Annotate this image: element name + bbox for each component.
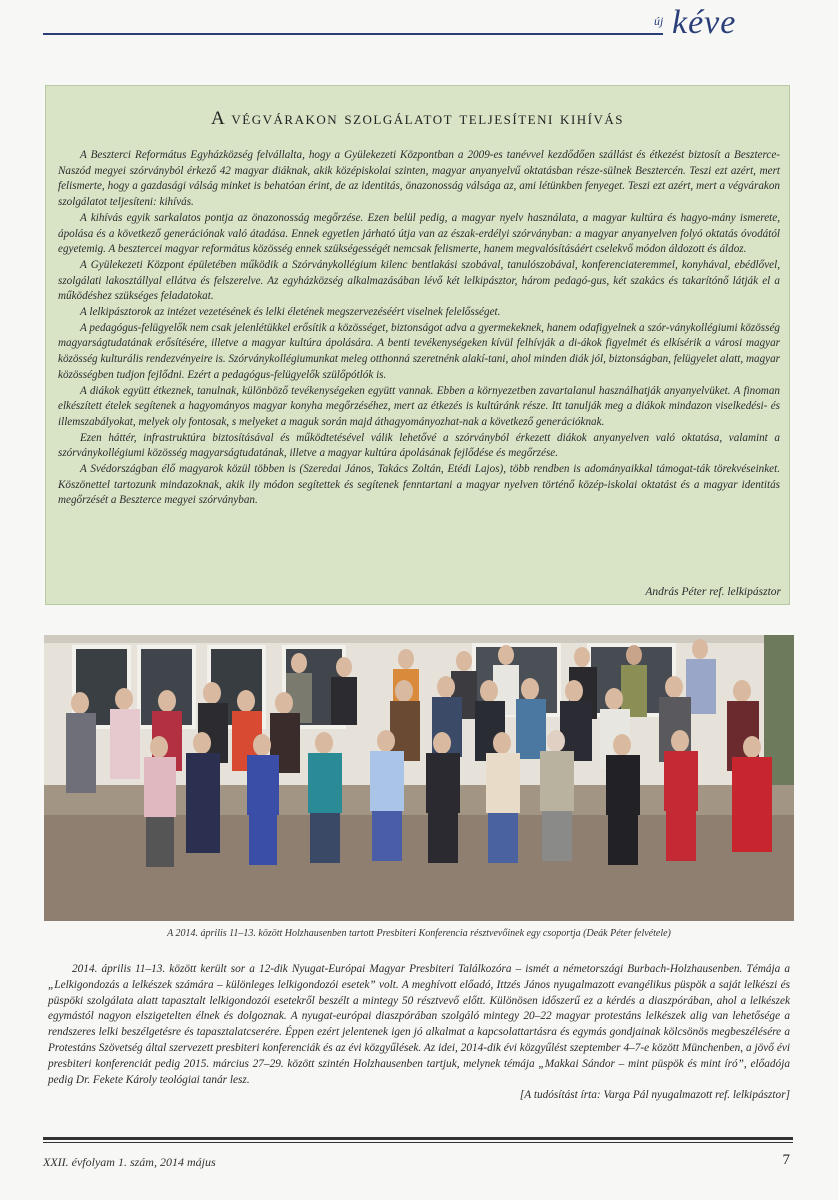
- article-paragraph: A Svédországban élő magyarok közül többen is (Szeredai János, Takács Zoltán, Etédi Lajos), több rendben is adományaikkal támogat-ták törekvéseinket. Köszönettel tartozunk mindazoknak, akik ily módon segítettek és segítenek fenntartani a magyar nyelven történő közép-iskolai oktatást és a magyar identitás megőrzését a Beszterce megyei szórványban.: [58, 463, 780, 507]
- article-paragraph: Ezen háttér, infrastruktúra biztosításával és működtetésével válik lehetővé a szórványból érkezett diákok anyanyelven való oktatása, valamint a szórványkollégiumi közösség magyarságtudatának, illetve a magyar kultúra ápolásának fejlődése és megőrzése.: [58, 431, 780, 460]
- article-title: A végvárakon szolgálatot teljesíteni kihívás: [210, 108, 624, 129]
- footer-rule-thin: [43, 1142, 793, 1143]
- report-text: 2014. április 11–13. között került sor a 12-dik Nyugat-Európai Magyar Presbiteri Találkozóra – ismét a németországi Burbach-Holzhausenben. Témája a „Lelkigondozás a lelkészek számára – különleges lelkigondozói esetek” volt. A meghívott előadó, Ittzés János nyugalmazott evangélikus püspök a saját lelkészi és püspöki szolgálata alatt tapasztalt lelkigondozói esetekről beszélt a mintegy 50 résztvevő előtt. Különösen időszerű ez a kérdés a diaszpórában, ahol a lelkészek egymástól nagyon elszigetelten élnek és dolgoznak. A nyugat-európai diaszpórában szolgáló mintegy 20–22 magyar protestáns lelkészek alig van lehetősége a rendszeres lelki beszélgetésre és tapasztalatcserére. Éppen ezért jelentenek igen jó alkalmat a kapcsolattartásra és egymás gondjainak kölcsönös megbeszélésére a Protestáns Szövetség által szervezett presbiteri konferenciák és az évi közgyűlések. Az idei, 2014-dik évi közgyűlést szeptember 4–7-e között Münchenben, a jövő évi presbiteri konferenciát pedig 2015. március 27–29. között szintén Holzhausenben tartjuk, melynek témája „Makkai Sándor – mint püspök és mint író”, előadója pedig Dr. Fekete Károly teológiai tanár lesz.: [48, 963, 790, 1086]
- article-paragraph: A kihívás egyik sarkalatos pontja az önazonosság megőrzése. Ezen belül pedig, a magyar nyelv használata, a magyar kultúra és hagyo-mány ismerete, ápolása és a következő generációnak való átadása. Ennek egyetlen járható útja van az észak-erdélyi szórványban: a magyar anyanyelven folyó oktatás óvodától egyetemig. A besztercei magyar református közösség ennek szükségességét nemcsak felismerte, hanem megvalósításáért cselekvő módon áldozott és áldoz.: [58, 211, 780, 256]
- issue-info: XXII. évfolyam 1. szám, 2014 május: [43, 1155, 216, 1169]
- article-paragraph: A lelkipásztorok az intézet vezetésének és lelki életének megszervezéséért viselnek felelősséget.: [80, 306, 501, 319]
- group-photo: [44, 635, 794, 921]
- article-body: [58, 148, 780, 509]
- article-paragraph: A Gyülekezeti Központ épületében működik a Szórványkollégium kilenc bentlakási szobával, tanulószobával, konferenciateremmel, konyhával, ebédlővel, szolgálati lakosztállyal ellátva és felszerelve. Az egyházközség alkalmazásában lévő két lelkipásztor, három pedagó-gus, két szakács és takarítónő látják el a működéshez szükséges feladatokat.: [58, 258, 780, 303]
- group-photo-illustration: [44, 635, 794, 921]
- magazine-logo: [652, 4, 802, 48]
- footer-rule: [43, 1137, 793, 1140]
- page-number: 7: [782, 1152, 790, 1168]
- logo-name: kéve: [672, 4, 737, 41]
- article-paragraph: A pedagógus-felügyelők nem csak jelenlétükkel erősítik a közösséget, biztonságot adva a gyermekeknek, hanem odafigyelnek a szór-ványkollégiumi közösség magyarságtudatának erősítésére, illetve a magyar kultúra ápolására. A benti tevékenységeken kívül felhívják a di-ákok figyelmét és elkísérik a városi magyar közösség kulturális rendezvényeire is. Szórványkollégiumunkat meleg otthonná szeretnénk alakí-tani, ahol minden diák jól, biztonságban, felügyelet alatt, magyar közösségben tudjon fejlődni. Ezért a pedagógus-felügyelők szülőpótlók is.: [58, 321, 780, 381]
- article-box: [45, 85, 790, 605]
- article-signature: András Péter ref. lelkipásztor: [645, 586, 781, 598]
- photo-caption: A 2014. április 11–13. között Holzhausenben tartott Presbiteri Konferencia résztvevőinek egy csoportja (Deák Péter felvétele): [167, 928, 671, 939]
- header-rule: [43, 33, 663, 35]
- article-paragraph: A diákok együtt étkeznek, tanulnak, különböző tevékenységeken együtt vannak. Ebben a környezetben zavartalanul használhatják anyanyelvüket. A finoman elkészített ételek segítenek a hagyományos magyar konyha megőrzéséhez, mert az étkezés is kultúránk része. Itt tanulják meg a diákok mindazon viselkedési- és illemszabályokat, melyek oly fontosak, s melyeket a maguk során majd áthagyományozhat-nak a következő generációknak.: [58, 384, 780, 428]
- logo-prefix: új: [654, 14, 664, 28]
- conference-report: [48, 962, 790, 1104]
- report-signature: [A tudósítást írta: Varga Pál nyugalmazott ref. lelkipásztor]: [519, 1089, 790, 1102]
- article-paragraph: A Beszterci Református Egyházközség felvállalta, hogy a Gyülekezeti Központban a 2009-es tanévvel kezdődően szállást és étkezést biztosít a Beszterce-Naszód megyei szórványból érkező 42 magyar diáknak, akik középiskolai szinten, magyar anyanyelvű oktatásban része-sülnek Besztercén. Teszi ezt azért, mert felismerte, hogy a gazdasági válság minket is behatóan érint, de az identitás, önazonosság válsága az, ami létünkben fenyeget. Teszi ezt azért, mert a végvárakon szolgálatot teljesíteni: kihívás.: [58, 149, 780, 209]
